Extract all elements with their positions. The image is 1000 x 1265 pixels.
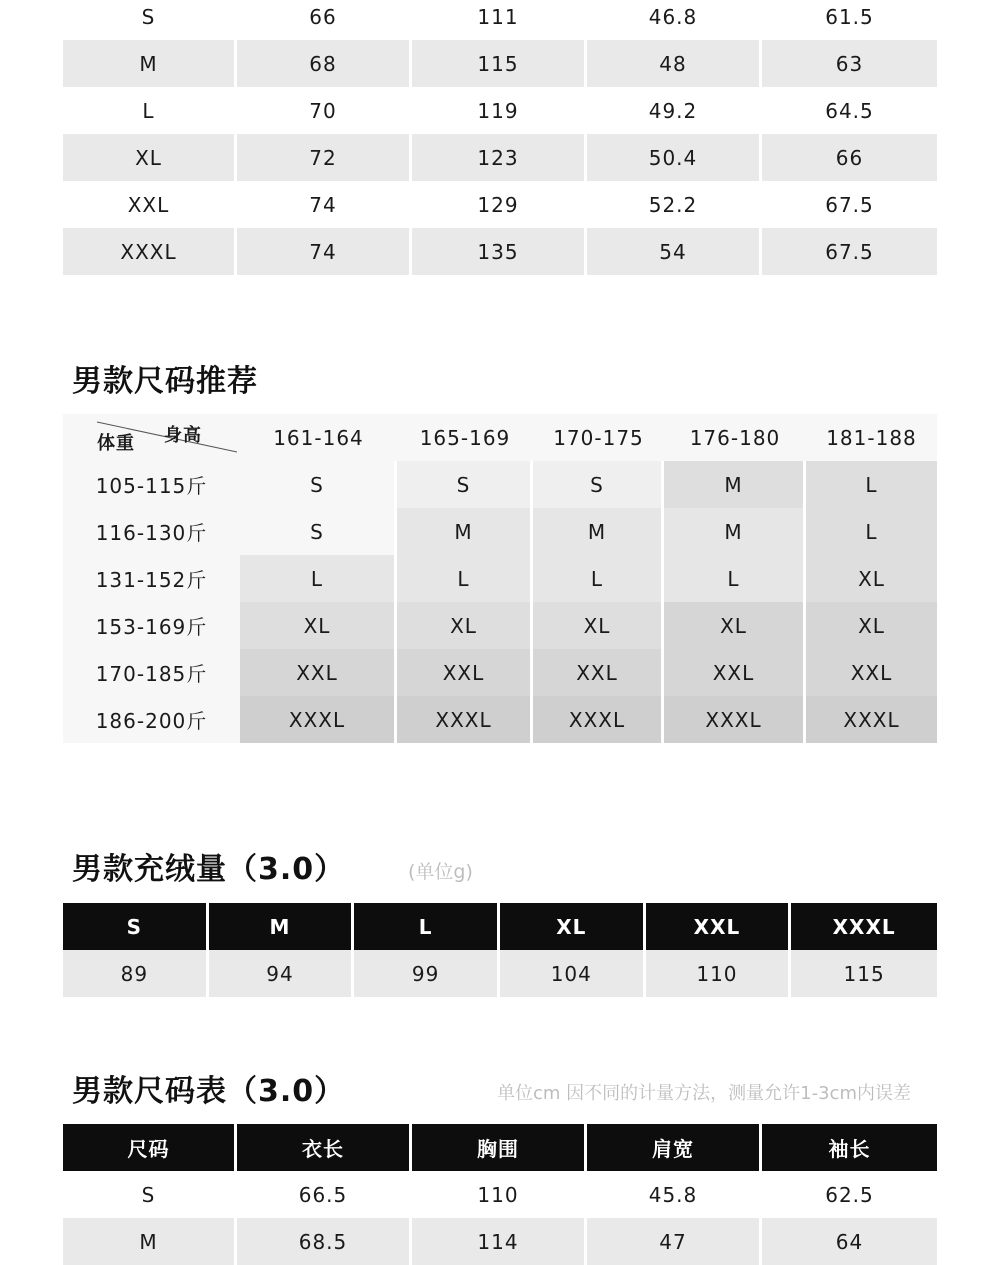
recommended-size: M — [664, 461, 806, 508]
table-cell: 68.5 — [237, 1218, 412, 1265]
down-fill-table — [63, 903, 937, 997]
recommended-size: XXL — [397, 649, 533, 696]
weight-row — [63, 696, 937, 743]
size-cell: S — [63, 1171, 237, 1218]
down-fill-value: 94 — [209, 950, 355, 997]
down-fill-value: 115 — [791, 950, 937, 997]
corner-header — [63, 414, 240, 461]
recommended-size: XXL — [806, 649, 937, 696]
down-fill-unit: (单位g) — [408, 861, 473, 883]
recommended-size: XXXL — [397, 696, 533, 743]
table-cell: 63 — [762, 40, 937, 87]
recommended-size: XXL — [240, 649, 397, 696]
table-cell: 72 — [237, 134, 412, 181]
table-cell: 111 — [412, 0, 587, 40]
table-cell: 66 — [762, 134, 937, 181]
table-cell: 48 — [587, 40, 762, 87]
table-row — [63, 181, 937, 228]
table-cell: 47 — [587, 1218, 762, 1265]
size-cell: XXXL — [63, 228, 237, 275]
size-recommendation-table — [63, 414, 937, 743]
recommended-size: XXXL — [806, 696, 937, 743]
table-cell: 54 — [587, 228, 762, 275]
down-fill-header-row — [63, 903, 937, 950]
recommended-size: XL — [806, 555, 937, 602]
size-chart-note: 单位cm 因不同的计量方法，测量允许1-3cm内误差 — [497, 1083, 911, 1104]
weight-label: 体重 — [97, 433, 135, 454]
table-cell: 64 — [762, 1218, 937, 1265]
size-header: S — [63, 903, 209, 950]
table-cell: 129 — [412, 181, 587, 228]
column-header: 胸围 — [412, 1124, 587, 1171]
table-row — [63, 134, 937, 181]
table-cell: 50.4 — [587, 134, 762, 181]
table-cell: 74 — [237, 181, 412, 228]
recommended-size: L — [664, 555, 806, 602]
weight-range: 153-169斤 — [63, 602, 240, 649]
size-cell: M — [63, 1218, 237, 1265]
weight-range: 186-200斤 — [63, 696, 240, 743]
size-chart-table — [63, 1124, 937, 1265]
table-row — [63, 228, 937, 275]
weight-row — [63, 602, 937, 649]
recommended-size: L — [397, 555, 533, 602]
height-label: 身高 — [164, 425, 202, 446]
weight-range: 116-130斤 — [63, 508, 240, 555]
size-header: XL — [500, 903, 646, 950]
size-header: L — [354, 903, 500, 950]
recommended-size: L — [240, 555, 397, 602]
height-range: 161-164 — [240, 414, 397, 461]
table-cell: 66.5 — [237, 1171, 412, 1218]
table-row — [63, 40, 937, 87]
recommended-size: S — [240, 508, 397, 555]
size-header: XXXL — [791, 903, 937, 950]
height-range: 170-175 — [533, 414, 664, 461]
size-cell: S — [63, 0, 237, 40]
recommended-size: XL — [533, 602, 664, 649]
recommended-size: M — [664, 508, 806, 555]
height-range: 165-169 — [397, 414, 533, 461]
recommended-size: XXL — [533, 649, 664, 696]
recommended-size: S — [533, 461, 664, 508]
down-fill-value-row — [63, 950, 937, 997]
table-cell: 123 — [412, 134, 587, 181]
table-cell: 52.2 — [587, 181, 762, 228]
table-cell: 46.8 — [587, 0, 762, 40]
weight-range: 105-115斤 — [63, 461, 240, 508]
table-cell: 135 — [412, 228, 587, 275]
table-cell: 115 — [412, 40, 587, 87]
table-row — [63, 1171, 937, 1218]
size-cell: XL — [63, 134, 237, 181]
recommended-size: M — [533, 508, 664, 555]
height-range: 176-180 — [664, 414, 806, 461]
table-cell: 49.2 — [587, 87, 762, 134]
size-cell: XXL — [63, 181, 237, 228]
column-header: 肩宽 — [587, 1124, 762, 1171]
table-row — [63, 87, 937, 134]
recommended-size: XXXL — [240, 696, 397, 743]
height-range: 181-188 — [806, 414, 937, 461]
table-cell: 61.5 — [762, 0, 937, 40]
table-row — [63, 1218, 937, 1265]
table-cell: 70 — [237, 87, 412, 134]
weight-row — [63, 555, 937, 602]
recommended-size: L — [533, 555, 664, 602]
column-header: 尺码 — [63, 1124, 237, 1171]
column-header: 袖长 — [762, 1124, 937, 1171]
table-cell: 67.5 — [762, 228, 937, 275]
size-chart-header-row — [63, 1124, 937, 1171]
table-row — [63, 0, 937, 40]
recommended-size: M — [397, 508, 533, 555]
recommended-size: XL — [397, 602, 533, 649]
height-header-row — [63, 414, 937, 461]
previous-size-table — [63, 0, 937, 275]
recommended-size: XL — [240, 602, 397, 649]
table-cell: 74 — [237, 228, 412, 275]
table-cell: 119 — [412, 87, 587, 134]
size-chart-title: 男款尺码表（3.0） — [72, 1074, 346, 1109]
weight-range: 170-185斤 — [63, 649, 240, 696]
down-fill-value: 104 — [500, 950, 646, 997]
table-cell: 67.5 — [762, 181, 937, 228]
column-header: 衣长 — [237, 1124, 412, 1171]
table-cell: 62.5 — [762, 1171, 937, 1218]
down-fill-value: 99 — [354, 950, 500, 997]
recommended-size: XXXL — [533, 696, 664, 743]
recommended-size: S — [240, 461, 397, 508]
table-cell: 64.5 — [762, 87, 937, 134]
recommended-size: L — [806, 508, 937, 555]
size-header: XXL — [646, 903, 792, 950]
down-fill-value: 89 — [63, 950, 209, 997]
recommend-title: 男款尺码推荐 — [72, 364, 258, 399]
table-cell: 45.8 — [587, 1171, 762, 1218]
table-cell: 66 — [237, 0, 412, 40]
recommended-size: XL — [806, 602, 937, 649]
table-cell: 114 — [412, 1218, 587, 1265]
table-cell: 110 — [412, 1171, 587, 1218]
weight-row — [63, 461, 937, 508]
table-cell: 68 — [237, 40, 412, 87]
down-fill-value: 110 — [646, 950, 792, 997]
recommended-size: XL — [664, 602, 806, 649]
size-cell: L — [63, 87, 237, 134]
recommended-size: L — [806, 461, 937, 508]
recommended-size: S — [397, 461, 533, 508]
weight-row — [63, 649, 937, 696]
recommended-size: XXXL — [664, 696, 806, 743]
size-cell: M — [63, 40, 237, 87]
recommended-size: XXL — [664, 649, 806, 696]
size-header: M — [209, 903, 355, 950]
down-fill-title: 男款充绒量（3.0） — [72, 852, 346, 887]
weight-row — [63, 508, 937, 555]
weight-range: 131-152斤 — [63, 555, 240, 602]
